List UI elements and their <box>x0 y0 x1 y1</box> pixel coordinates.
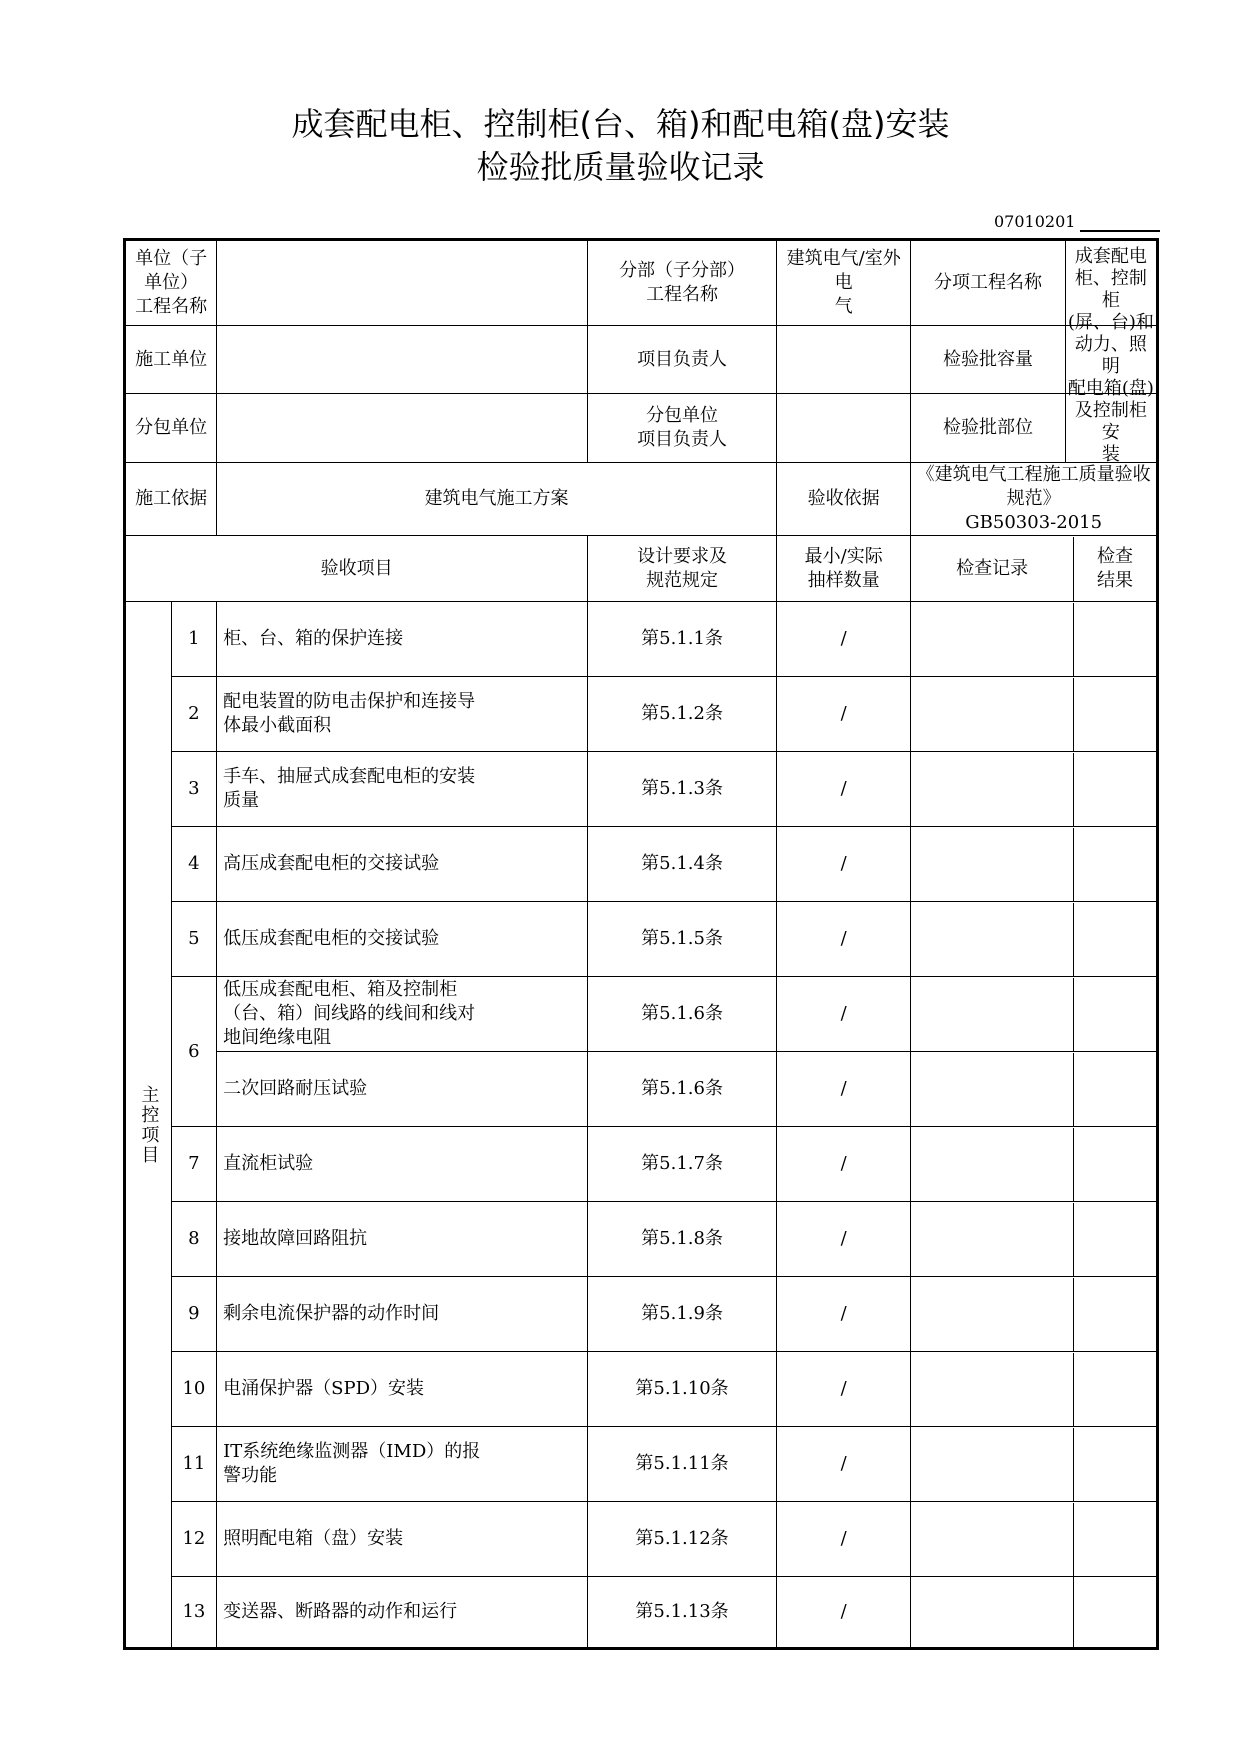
row-record-result <box>911 1427 1158 1502</box>
table-row <box>125 1277 1158 1352</box>
row-item: 手车、抽屉式成套配电柜的安装 质量 <box>217 752 588 827</box>
row-item: 柜、台、箱的保护连接 <box>217 602 588 677</box>
table-row <box>125 1502 1158 1577</box>
row-number: 9 <box>171 1277 217 1352</box>
row-record[interactable] <box>911 1503 1073 1576</box>
row-clause: 第5.1.4条 <box>588 827 777 902</box>
row-item: IT系统绝缘监测器（IMD）的报 警功能 <box>217 1427 588 1502</box>
table-row <box>125 1052 1158 1127</box>
row-number: 13 <box>171 1577 217 1649</box>
row-record-result <box>911 977 1158 1052</box>
table-row <box>125 1202 1158 1277</box>
row-record[interactable] <box>911 1203 1073 1276</box>
row-number: 2 <box>171 677 217 752</box>
table-row <box>125 1352 1158 1427</box>
unit-project-value[interactable] <box>217 240 588 326</box>
row-record-result <box>911 1127 1158 1202</box>
construction-basis-label: 施工依据 <box>125 463 217 536</box>
row-sample[interactable]: / <box>776 1577 910 1649</box>
row-record-result <box>911 1277 1158 1352</box>
row-result[interactable] <box>1073 603 1156 676</box>
col-header-record-and-result <box>911 536 1158 602</box>
subcontractor-value[interactable] <box>217 394 588 463</box>
row-sample[interactable]: / <box>776 677 910 752</box>
col-header-record: 检查记录 <box>956 557 1029 579</box>
row-clause: 第5.1.9条 <box>588 1277 777 1352</box>
row-result[interactable] <box>1073 1428 1156 1501</box>
row-clause: 第5.1.8条 <box>588 1202 777 1277</box>
row-item: 二次回路耐压试验 <box>217 1052 588 1127</box>
row-sample[interactable]: / <box>776 1277 910 1352</box>
row-number: 6 <box>171 977 217 1127</box>
table-row <box>125 602 1158 677</box>
row-result[interactable] <box>1073 1203 1156 1276</box>
header-row-basis <box>125 463 1158 536</box>
header-row-subcontractor <box>125 394 1158 463</box>
form-title-line1: 成套配电柜、控制柜(台、箱)和配电箱(盘)安装 <box>291 105 950 143</box>
contractor-value[interactable] <box>217 326 588 394</box>
table-row <box>125 1577 1158 1649</box>
row-item: 剩余电流保护器的动作时间 <box>217 1277 588 1352</box>
col-header-sample: 最小/实际 抽样数量 <box>776 536 910 602</box>
row-record-result <box>911 827 1158 902</box>
row-sample[interactable]: / <box>776 1427 910 1502</box>
row-record[interactable] <box>911 1577 1073 1647</box>
row-record-result <box>911 1577 1158 1649</box>
column-header-row <box>125 536 1158 602</box>
row-sample[interactable]: / <box>776 1052 910 1127</box>
row-clause: 第5.1.2条 <box>588 677 777 752</box>
table-row <box>125 1127 1158 1202</box>
row-record[interactable] <box>911 1428 1073 1501</box>
construction-basis-value[interactable]: 建筑电气施工方案 <box>217 463 777 536</box>
row-record[interactable] <box>911 903 1073 976</box>
row-result[interactable] <box>1073 1128 1156 1201</box>
row-record[interactable] <box>911 603 1073 676</box>
row-result[interactable] <box>1073 1503 1156 1576</box>
table-row <box>125 677 1158 752</box>
row-record[interactable] <box>911 1353 1073 1426</box>
row-record-result <box>911 752 1158 827</box>
row-item: 照明配电箱（盘）安装 <box>217 1502 588 1577</box>
row-clause: 第5.1.7条 <box>588 1127 777 1202</box>
header-row-contractor <box>125 326 1158 394</box>
acceptance-basis-label: 验收依据 <box>776 463 910 536</box>
subdivision-value[interactable]: 建筑电气/室外电 气 <box>776 240 910 326</box>
row-number: 1 <box>171 602 217 677</box>
row-sample[interactable]: / <box>776 827 910 902</box>
row-clause: 第5.1.3条 <box>588 752 777 827</box>
row-clause: 第5.1.6条 <box>588 1052 777 1127</box>
row-result[interactable] <box>1073 753 1156 826</box>
project-manager-value[interactable] <box>776 326 910 394</box>
row-sample[interactable]: / <box>776 902 910 977</box>
row-record[interactable] <box>911 978 1073 1051</box>
table-row <box>125 752 1158 827</box>
main-control-items-label: 主控项目 <box>125 602 172 1649</box>
row-clause: 第5.1.5条 <box>588 902 777 977</box>
row-result[interactable] <box>1073 903 1156 976</box>
batch-capacity-label: 检验批容量 <box>911 326 1065 394</box>
row-record[interactable] <box>911 1278 1073 1351</box>
sub-project-manager-value[interactable] <box>776 394 910 463</box>
batch-location-label: 检验批部位 <box>911 394 1065 463</box>
row-item: 低压成套配电柜、箱及控制柜 （台、箱）间线路的线间和线对 地间绝缘电阻 <box>217 977 588 1052</box>
sub-project-manager-label: 分包单位 项目负责人 <box>588 394 777 463</box>
row-item: 电涌保护器（SPD）安装 <box>217 1352 588 1427</box>
table-row <box>125 902 1158 977</box>
row-record[interactable] <box>911 753 1073 826</box>
row-result[interactable] <box>1073 1577 1156 1647</box>
row-item: 变送器、断路器的动作和运行 <box>217 1577 588 1649</box>
row-clause: 第5.1.11条 <box>588 1427 777 1502</box>
row-item: 配电装置的防电击保护和连接导 体最小截面积 <box>217 677 588 752</box>
row-sample[interactable]: / <box>776 1202 910 1277</box>
row-result[interactable] <box>1073 1053 1156 1126</box>
row-record-result <box>911 677 1158 752</box>
row-item: 低压成套配电柜的交接试验 <box>217 902 588 977</box>
row-number: 7 <box>171 1127 217 1202</box>
unit-project-label: 单位（子单位） 工程名称 <box>125 240 217 326</box>
col-header-design: 设计要求及 规范规定 <box>588 536 777 602</box>
sub-item-label: 分项工程名称 <box>911 240 1065 326</box>
row-item: 直流柜试验 <box>217 1127 588 1202</box>
row-clause: 第5.1.12条 <box>588 1502 777 1577</box>
row-sample[interactable]: / <box>776 1502 910 1577</box>
row-sample[interactable]: / <box>776 1127 910 1202</box>
sub-item-value[interactable]: 成套配电柜、控制柜 (屏、台)和动力、照明 配电箱(盘)及控制柜安 装 <box>1065 240 1157 326</box>
row-record-result <box>911 902 1158 977</box>
row-result[interactable] <box>1073 828 1156 901</box>
form-title-line2: 检验批质量验收记录 <box>476 148 765 186</box>
row-record[interactable] <box>911 1128 1073 1201</box>
row-record-result <box>911 602 1158 677</box>
document-number: 07010201 <box>994 212 1076 231</box>
subcontractor-label: 分包单位 <box>125 394 217 463</box>
row-record[interactable] <box>911 828 1073 901</box>
contractor-label: 施工单位 <box>125 326 217 394</box>
row-result[interactable] <box>1073 1278 1156 1351</box>
project-manager-label: 项目负责人 <box>588 326 777 394</box>
col-header-result: 检查 结果 <box>1073 537 1156 601</box>
row-sample[interactable]: / <box>776 602 910 677</box>
col-header-item: 验收项目 <box>125 536 588 602</box>
table-row <box>125 1427 1158 1502</box>
row-item: 高压成套配电柜的交接试验 <box>217 827 588 902</box>
row-record[interactable] <box>911 1053 1073 1126</box>
row-number: 12 <box>171 1502 217 1577</box>
row-clause: 第5.1.13条 <box>588 1577 777 1649</box>
row-item: 接地故障回路阻抗 <box>217 1202 588 1277</box>
row-number: 3 <box>171 752 217 827</box>
row-record-result <box>911 1052 1158 1127</box>
row-number: 5 <box>171 902 217 977</box>
row-record-result <box>911 1202 1158 1277</box>
table-row <box>125 977 1158 1052</box>
row-clause: 第5.1.1条 <box>588 602 777 677</box>
row-record[interactable] <box>911 678 1073 751</box>
row-clause: 第5.1.10条 <box>588 1352 777 1427</box>
row-number: 10 <box>171 1352 217 1427</box>
row-number: 8 <box>171 1202 217 1277</box>
row-number: 4 <box>171 827 217 902</box>
row-result[interactable] <box>1073 1353 1156 1426</box>
table-row <box>125 827 1158 902</box>
row-record-result <box>911 1352 1158 1427</box>
acceptance-basis-value[interactable]: 《建筑电气工程施工质量验收规范》 GB50303-2015 <box>911 463 1158 536</box>
row-result[interactable] <box>1073 978 1156 1051</box>
document-number-blank <box>1080 230 1160 232</box>
row-clause: 第5.1.6条 <box>588 977 777 1052</box>
header-row-project <box>125 240 1158 326</box>
row-number: 11 <box>171 1427 217 1502</box>
row-sample[interactable]: / <box>776 752 910 827</box>
inspection-record-table <box>123 238 1159 1650</box>
row-record-result <box>911 1502 1158 1577</box>
row-result[interactable] <box>1073 678 1156 751</box>
row-sample[interactable]: / <box>776 1352 910 1427</box>
row-sample[interactable]: / <box>776 977 910 1052</box>
subdivision-label: 分部（子分部） 工程名称 <box>588 240 777 326</box>
